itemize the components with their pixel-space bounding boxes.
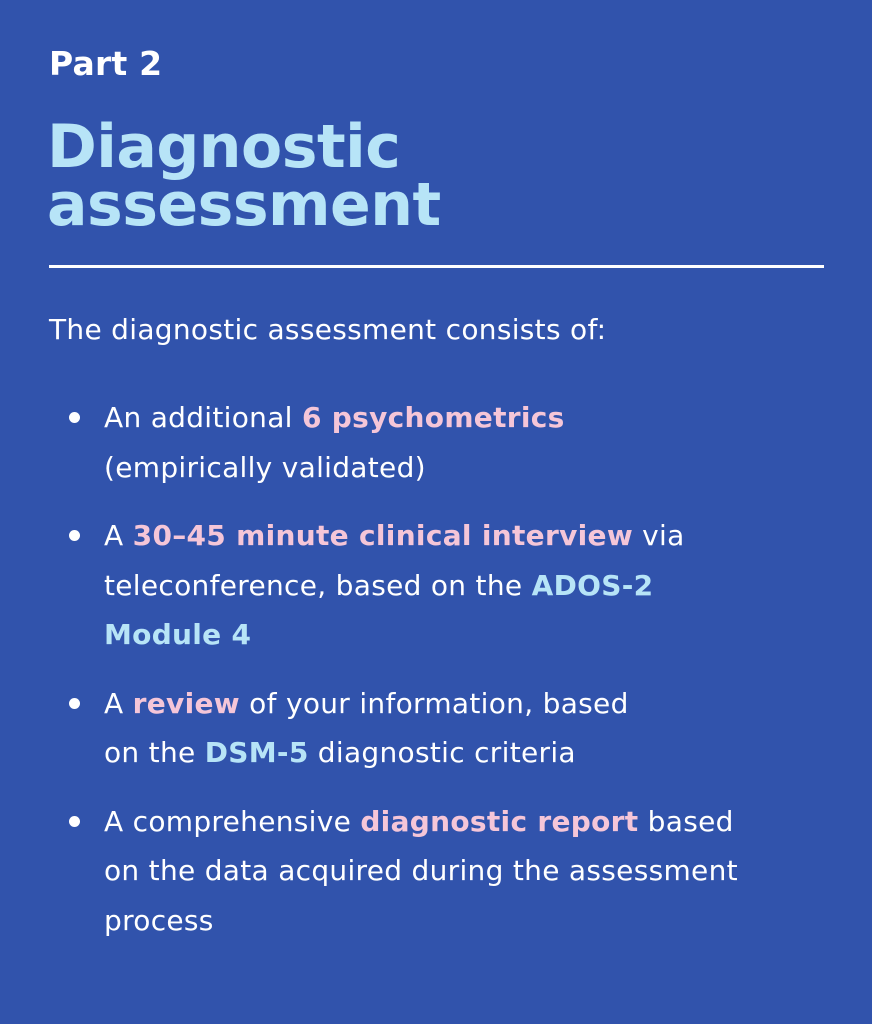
item-text: via [632,519,685,552]
item-line [104,679,738,729]
item-line [104,511,738,561]
title-line-2: assessment [47,170,441,240]
item-text: A comprehensive [104,804,361,838]
intro-text: The diagnostic assessment consists of: [49,313,607,346]
assessment-list [0,393,738,945]
highlight-text: diagnostic report [360,804,639,838]
highlight-text: 30–45 minute clinical interview [132,519,633,552]
item-text: of your information, based [239,686,629,720]
item-text: diagnostic criteria [308,736,576,769]
item-text: based [638,804,734,838]
bullet-icon [69,530,80,541]
list-item-psychometrics [0,393,738,492]
highlight-text: 6 psychometrics [301,401,565,434]
reference-text: DSM-5 [204,736,309,769]
item-line [104,797,738,847]
item-line: on the data acquired during the assessment [104,854,738,887]
section-label: Part 2 [49,44,163,83]
item-line: process [104,903,214,937]
bullet-icon [69,412,80,423]
list-item-review [0,679,738,778]
title-line-1: Diagnostic [47,112,401,182]
highlight-text: review [132,686,240,720]
item-line [104,561,738,611]
item-text: A [104,519,133,552]
reference-text: ADOS-2 [531,568,654,602]
list-item-clinical-interview [0,511,738,660]
item-text: on the [104,736,205,769]
bullet-icon [69,698,80,709]
item-line: (empirically validated) [104,450,426,484]
item-text: An additional [104,401,302,434]
reference-text: Module 4 [104,618,252,651]
item-line [104,393,738,443]
divider [49,265,824,268]
item-text: teleconference, based on the [104,568,532,602]
bullet-icon [69,816,80,827]
item-text: A [104,686,133,720]
page-title [47,112,441,240]
list-item-diagnostic-report [0,797,738,946]
item-line [104,728,738,778]
